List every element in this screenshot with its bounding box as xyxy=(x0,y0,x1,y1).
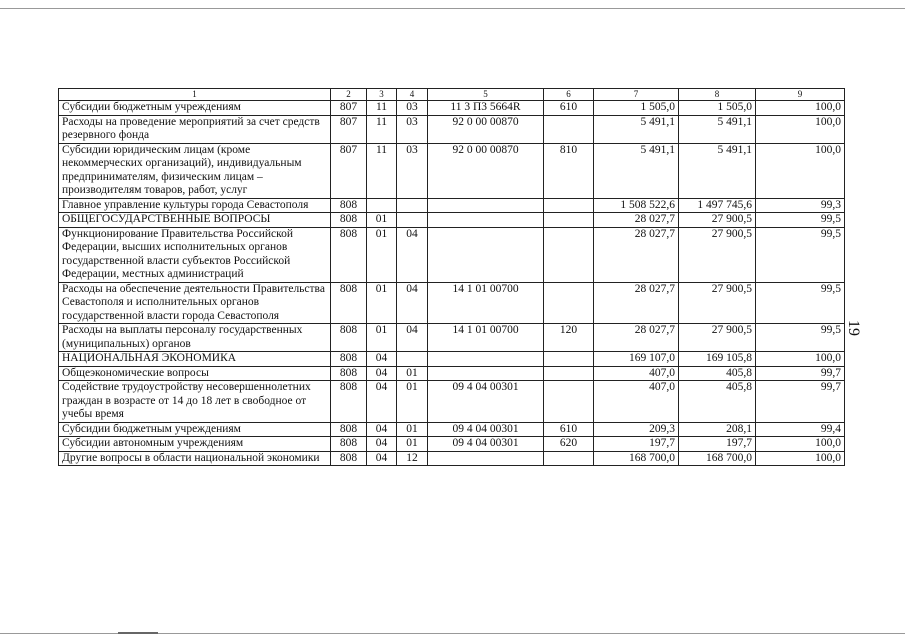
row-percent: 100,0 xyxy=(756,101,845,116)
row-executed: 5 491,1 xyxy=(679,115,756,143)
row-percent: 99,5 xyxy=(756,213,845,228)
row-subsection: 03 xyxy=(397,115,428,143)
row-planned: 28 027,7 xyxy=(594,324,679,352)
row-subsection: 04 xyxy=(397,324,428,352)
table-row xyxy=(59,451,845,466)
scan-bottom-mark xyxy=(118,632,158,634)
row-planned: 28 027,7 xyxy=(594,227,679,282)
row-expense-type xyxy=(544,213,594,228)
row-executed: 5 491,1 xyxy=(679,143,756,198)
row-target-article xyxy=(428,451,544,466)
row-percent: 100,0 xyxy=(756,437,845,452)
col-header: 3 xyxy=(367,89,397,101)
row-target-article: 09 4 04 00301 xyxy=(428,381,544,423)
row-expense-type xyxy=(544,115,594,143)
row-section: 01 xyxy=(367,227,397,282)
row-target-article: 14 1 01 00700 xyxy=(428,282,544,324)
row-expense-type xyxy=(544,282,594,324)
row-target-article xyxy=(428,198,544,213)
row-subsection xyxy=(397,352,428,367)
row-target-article xyxy=(428,227,544,282)
table-row xyxy=(59,198,845,213)
table-row xyxy=(59,213,845,228)
row-section: 11 xyxy=(367,143,397,198)
row-executed: 27 900,5 xyxy=(679,227,756,282)
row-ministry-code: 808 xyxy=(331,227,367,282)
row-executed: 27 900,5 xyxy=(679,324,756,352)
row-subsection: 03 xyxy=(397,101,428,116)
row-target-article: 92 0 00 00870 xyxy=(428,115,544,143)
row-target-article xyxy=(428,366,544,381)
row-expense-type: 610 xyxy=(544,101,594,116)
row-expense-type: 120 xyxy=(544,324,594,352)
row-planned: 1 505,0 xyxy=(594,101,679,116)
col-header: 8 xyxy=(679,89,756,101)
col-header: 7 xyxy=(594,89,679,101)
row-name: Субсидии юридическим лицам (кроме некоммерческих организаций), индивидуальным предпринимателям, физическим лицам – производителям товаров, работ, услуг xyxy=(59,143,331,198)
row-expense-type: 620 xyxy=(544,437,594,452)
row-target-article: 11 3 П3 5664R xyxy=(428,101,544,116)
row-name: Функционирование Правительства Российской Федерации, высших исполнительных органов государственной власти субъектов Российской Федерации, местных администраций xyxy=(59,227,331,282)
row-executed: 208,1 xyxy=(679,422,756,437)
page-number: 19 xyxy=(845,320,862,336)
row-planned: 5 491,1 xyxy=(594,115,679,143)
table-row xyxy=(59,352,845,367)
row-section: 04 xyxy=(367,422,397,437)
row-ministry-code: 808 xyxy=(331,352,367,367)
col-header: 5 xyxy=(428,89,544,101)
row-ministry-code: 808 xyxy=(331,422,367,437)
row-percent: 99,5 xyxy=(756,282,845,324)
row-planned: 197,7 xyxy=(594,437,679,452)
row-ministry-code: 808 xyxy=(331,437,367,452)
row-planned: 28 027,7 xyxy=(594,213,679,228)
row-executed: 1 505,0 xyxy=(679,101,756,116)
row-ministry-code: 807 xyxy=(331,143,367,198)
col-header: 6 xyxy=(544,89,594,101)
row-target-article: 09 4 04 00301 xyxy=(428,422,544,437)
row-planned: 5 491,1 xyxy=(594,143,679,198)
table-row xyxy=(59,324,845,352)
row-name: Субсидии автономным учреждениям xyxy=(59,437,331,452)
col-header: 9 xyxy=(756,89,845,101)
row-percent: 100,0 xyxy=(756,143,845,198)
row-section xyxy=(367,198,397,213)
table-row xyxy=(59,282,845,324)
row-percent: 100,0 xyxy=(756,352,845,367)
row-planned: 169 107,0 xyxy=(594,352,679,367)
row-ministry-code: 808 xyxy=(331,324,367,352)
col-header: 2 xyxy=(331,89,367,101)
row-section: 04 xyxy=(367,352,397,367)
row-executed: 197,7 xyxy=(679,437,756,452)
row-section: 04 xyxy=(367,451,397,466)
row-section: 11 xyxy=(367,115,397,143)
table-row xyxy=(59,422,845,437)
row-name: Содействие трудоустройству несовершеннолетних граждан в возрасте от 14 до 18 лет в свободное от учебы время xyxy=(59,381,331,423)
row-planned: 209,3 xyxy=(594,422,679,437)
row-subsection: 01 xyxy=(397,422,428,437)
row-ministry-code: 808 xyxy=(331,213,367,228)
row-percent: 99,5 xyxy=(756,227,845,282)
row-ministry-code: 807 xyxy=(331,115,367,143)
row-section: 01 xyxy=(367,213,397,228)
row-executed: 27 900,5 xyxy=(679,213,756,228)
row-section: 01 xyxy=(367,324,397,352)
row-subsection: 01 xyxy=(397,437,428,452)
row-planned: 28 027,7 xyxy=(594,282,679,324)
table-row xyxy=(59,101,845,116)
row-executed: 405,8 xyxy=(679,366,756,381)
row-name: Общеэкономические вопросы xyxy=(59,366,331,381)
table-row xyxy=(59,143,845,198)
row-ministry-code: 808 xyxy=(331,198,367,213)
row-subsection: 04 xyxy=(397,227,428,282)
row-ministry-code: 808 xyxy=(331,366,367,381)
row-target-article xyxy=(428,352,544,367)
row-section: 04 xyxy=(367,381,397,423)
row-planned: 407,0 xyxy=(594,366,679,381)
row-executed: 169 105,8 xyxy=(679,352,756,367)
row-expense-type xyxy=(544,198,594,213)
table-row xyxy=(59,366,845,381)
row-expense-type: 610 xyxy=(544,422,594,437)
row-name: Расходы на проведение мероприятий за счет средств резервного фонда xyxy=(59,115,331,143)
row-percent: 100,0 xyxy=(756,451,845,466)
row-ministry-code: 808 xyxy=(331,451,367,466)
row-subsection: 03 xyxy=(397,143,428,198)
row-executed: 168 700,0 xyxy=(679,451,756,466)
row-target-article xyxy=(428,213,544,228)
table-row xyxy=(59,381,845,423)
row-subsection: 04 xyxy=(397,282,428,324)
row-name: НАЦИОНАЛЬНАЯ ЭКОНОМИКА xyxy=(59,352,331,367)
scan-top-edge xyxy=(0,8,905,9)
row-subsection xyxy=(397,198,428,213)
row-name: Субсидии бюджетным учреждениям xyxy=(59,101,331,116)
row-name: Другие вопросы в области национальной экономики xyxy=(59,451,331,466)
row-percent: 99,7 xyxy=(756,381,845,423)
row-section: 01 xyxy=(367,282,397,324)
col-header: 1 xyxy=(59,89,331,101)
row-target-article: 09 4 04 00301 xyxy=(428,437,544,452)
row-name: ОБЩЕГОСУДАРСТВЕННЫЕ ВОПРОСЫ xyxy=(59,213,331,228)
row-subsection: 01 xyxy=(397,381,428,423)
row-name: Расходы на обеспечение деятельности Правительства Севастополя и исполнительных органов государственной власти города Севастополя xyxy=(59,282,331,324)
table-row xyxy=(59,437,845,452)
row-percent: 99,4 xyxy=(756,422,845,437)
row-name: Субсидии бюджетным учреждениям xyxy=(59,422,331,437)
row-percent: 99,7 xyxy=(756,366,845,381)
row-expense-type xyxy=(544,366,594,381)
row-expense-type xyxy=(544,451,594,466)
row-percent: 100,0 xyxy=(756,115,845,143)
row-section: 04 xyxy=(367,437,397,452)
row-subsection xyxy=(397,213,428,228)
row-expense-type xyxy=(544,352,594,367)
table-row xyxy=(59,227,845,282)
row-percent: 99,3 xyxy=(756,198,845,213)
row-name: Главное управление культуры города Севастополя xyxy=(59,198,331,213)
row-target-article: 92 0 00 00870 xyxy=(428,143,544,198)
col-header: 4 xyxy=(397,89,428,101)
row-ministry-code: 808 xyxy=(331,282,367,324)
row-section: 04 xyxy=(367,366,397,381)
row-subsection: 12 xyxy=(397,451,428,466)
column-number-row xyxy=(59,89,845,101)
row-expense-type xyxy=(544,227,594,282)
row-executed: 27 900,5 xyxy=(679,282,756,324)
row-ministry-code: 807 xyxy=(331,101,367,116)
row-expense-type: 810 xyxy=(544,143,594,198)
row-ministry-code: 808 xyxy=(331,381,367,423)
row-name: Расходы на выплаты персоналу государственных (муниципальных) органов xyxy=(59,324,331,352)
row-executed: 405,8 xyxy=(679,381,756,423)
budget-table xyxy=(58,88,845,466)
row-section: 11 xyxy=(367,101,397,116)
row-expense-type xyxy=(544,381,594,423)
row-planned: 168 700,0 xyxy=(594,451,679,466)
row-executed: 1 497 745,6 xyxy=(679,198,756,213)
row-subsection: 01 xyxy=(397,366,428,381)
row-planned: 1 508 522,6 xyxy=(594,198,679,213)
row-planned: 407,0 xyxy=(594,381,679,423)
row-percent: 99,5 xyxy=(756,324,845,352)
table-row xyxy=(59,115,845,143)
row-target-article: 14 1 01 00700 xyxy=(428,324,544,352)
